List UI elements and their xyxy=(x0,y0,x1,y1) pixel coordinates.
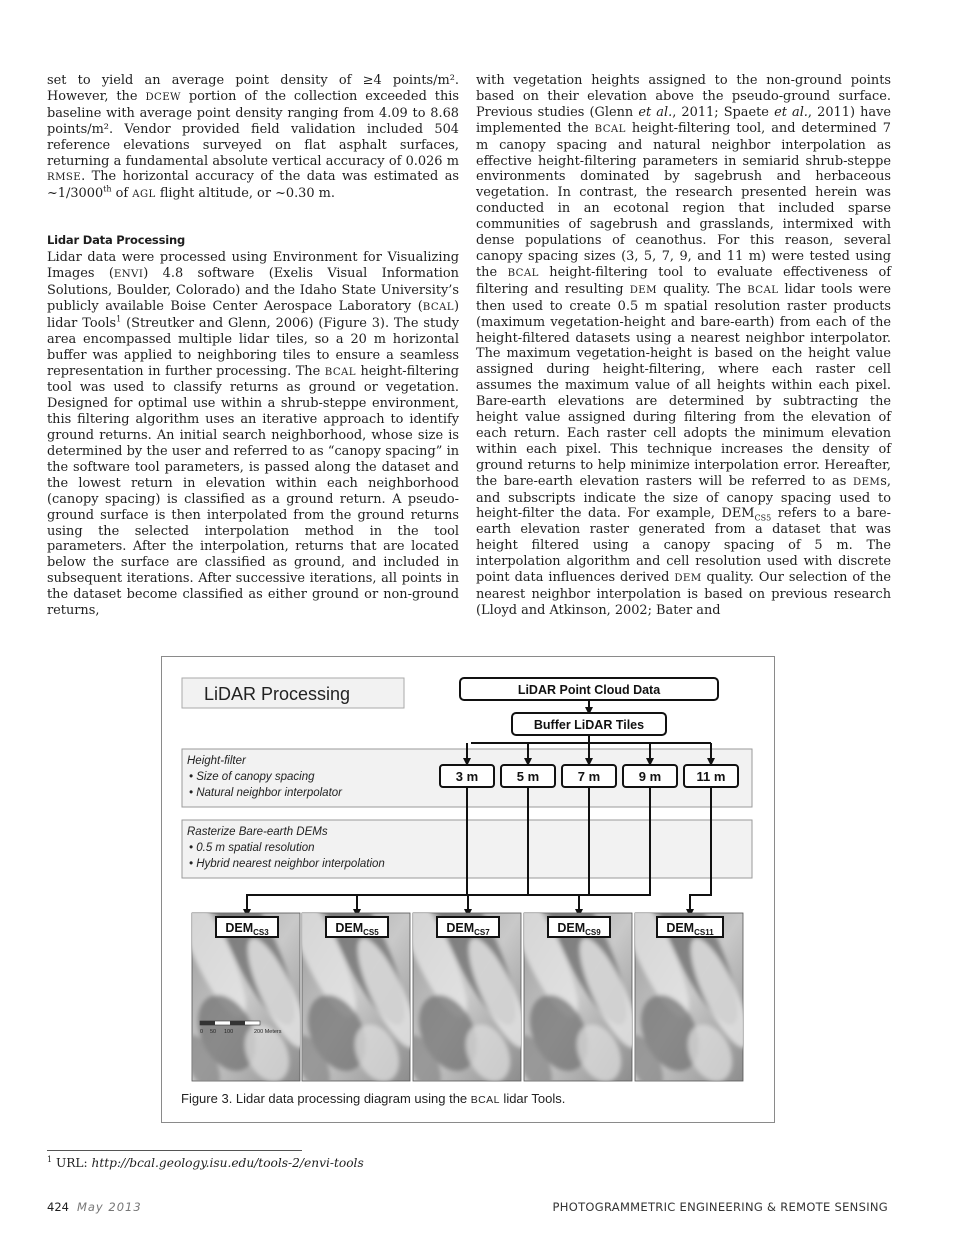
paragraph-density: set to yield an average point density of ≥4 points/m². However, the DCEW portion of the collection exceeded this baseline with average point density ranging from 4.09 to 8.68 points/m². Vendor provided field validation included 504 reference elevations surveyed on flat asphalt surfaces, returning a fundamental absolute vertical accuracy of 0.026 m RMSE. The horizontal accuracy of the data was estimated as ~1/3000th of AGL flight altitude, or ~0.30 m. xyxy=(47,73,459,202)
height-filter-heading: Height-filter xyxy=(187,755,246,767)
section-heading: Lidar Data Processing xyxy=(47,233,185,248)
canopy-spacing-label: 3 m xyxy=(455,769,479,784)
dem-label: $DEM_{CS11}$ xyxy=(666,921,714,937)
rasterize-heading: Rasterize Bare-earth DEMs xyxy=(187,826,328,838)
scale-tick: 50 xyxy=(210,1029,217,1035)
right-column xyxy=(476,73,891,619)
figure-caption: Figure 3. Lidar data processing diagram using the BCAL lidar Tools. xyxy=(181,1091,566,1106)
dem-label: $DEM_{CS5}$ xyxy=(335,921,379,937)
canopy-spacing-label: 7 m xyxy=(577,769,601,784)
paragraph-height-filter: with vegetation heights assigned to the non-ground points based on their elevation above the pseudo-ground surface. Previous studies (Glenn et al., 2011; Spaete et al., 2011) have implemented the BCAL height-filtering tool, and determined 7 m canopy spacing and natural neighbor interpolation as effective height-filtering parameters in semiarid shrub-steppe environments dominated by sagebrush and herbaceous vegetation. In contrast, the research presented herein was conducted in an ecotonal region that included sparse communities of sagebrush and grasslands, intermixed with dense populations of ceanothus. For this reason, several canopy spacing sizes (3, 5, 7, 9, and 11 m) were tested using the BCAL height-filtering tool to evaluate effectiveness of filtering and resulting DEM quality. The BCAL lidar tools were then used to create 0.5 m spatial resolution raster products (maximum vegetation-height and bare-earth) from each of the height-filtered datasets using a nearest neighbor interpolator. The maximum vegetation-height is based on the height value assigned during height-filtering, where each raster cell assumes the maximum value of all heights within each pixel. Bare-earth elevations are determined by subtracting the height value assigned during filtering from the elevation of each return. Each raster cell adopts the minimum elevation within each pixel. This technique increases the density of ground returns to help minimize interpolation error. Hereafter, the bare-earth elevation rasters will be referred to as DEMs, and subscripts indicate the size of canopy spacing used to height-filter the data. For example, $DEM_{CS5}$ refers to a bare-earth elevation raster generated from a dataset that was height filtered using a canopy spacing of 5 m. The interpolation algorithm and cell resolution used with discrete point data influences derived DEM quality. Our selection of the nearest neighbor interpolation is based on previous research (Lloyd and Atkinson, 2002; Bater and xyxy=(476,73,892,618)
scale-tick: 200 Meters xyxy=(254,1029,282,1035)
buffer-label: Buffer LiDAR Tiles xyxy=(533,718,645,732)
figure-title: LiDAR Processing xyxy=(204,684,351,704)
footnote: $^1$ URL: http://bcal.geology.isu.edu/tools-2/envi-tools xyxy=(47,1154,364,1170)
rasterize-bullet: • Hybrid nearest neighbor interpolation xyxy=(189,858,385,870)
dem-panels xyxy=(166,852,760,1096)
footnote-rule xyxy=(47,1150,302,1151)
dem-label: $DEM_{CS3}$ xyxy=(225,921,269,937)
scale-tick: 0 xyxy=(200,1029,204,1035)
dem-panel xyxy=(166,852,317,1096)
footer-page xyxy=(47,1200,142,1214)
scale-tick: 100 xyxy=(224,1029,234,1035)
dem-label: $DEM_{CS9}$ xyxy=(557,921,601,937)
point-cloud-label: LiDAR Point Cloud Data xyxy=(517,683,661,697)
journal-name: PHOTOGRAMMETRIC ENGINEERING & REMOTE SENSING xyxy=(552,1200,888,1214)
dem-label: $DEM_{CS7}$ xyxy=(446,921,490,937)
height-filter-bullet: • Size of canopy spacing xyxy=(189,771,315,783)
canopy-spacing-label: 9 m xyxy=(638,769,662,784)
footnote-url[interactable]: http://bcal.geology.isu.edu/tools-2/envi-tools xyxy=(91,1156,364,1170)
left-column xyxy=(47,73,459,619)
rasterize-bullet: • 0.5 m spatial resolution xyxy=(189,842,315,854)
page-number: 424 xyxy=(47,1200,69,1214)
height-filter-bullet: • Natural neighbor interpolator xyxy=(189,787,342,799)
canopy-spacing-boxes xyxy=(440,765,738,787)
figure-lidar-processing xyxy=(161,656,775,1123)
issue-date: May 2013 xyxy=(76,1200,142,1214)
paragraph-processing: Lidar data were processed using Environment for Visualizing Images (ENVI) 4.8 software (Exelis Visual Information Solutions, Boulder, Colorado) and the Idaho State University’s publicly available Boise Center Aerospace Laboratory (BCAL) lidar Tools$^1$ (Streutker and Glenn, 2006) (Figure 3). The study area encompassed multiple lidar tiles, so a 20 m horizontal buffer was applied to neighboring tiles to ensure a seamless representation in further processing. The BCAL height-filtering tool was used to classify returns as ground or vegetation. Designed for optimal use within a shrub-steppe environment, this filtering algorithm uses an iterative approach to identify ground returns. An initial search neighborhood, whose size is determined by the user and referred to as “canopy spacing” in the software tool parameters, is passed along the dataset and the lowest return in elevation within each neighborhood (canopy spacing) is classified as a ground return. A pseudo-ground surface is then interpolated from the ground returns using the selected interpolation method in the tool parameters. After the interpolation, returns that are located below the surface are classified as ground, and included in subsequent iterations. After successive iterations, all points in the dataset become classified as either ground or non-ground returns, xyxy=(47,250,459,619)
figure-diagram xyxy=(162,657,774,1122)
canopy-spacing-label: 11 m xyxy=(696,769,726,784)
canopy-spacing-label: 5 m xyxy=(516,769,540,784)
